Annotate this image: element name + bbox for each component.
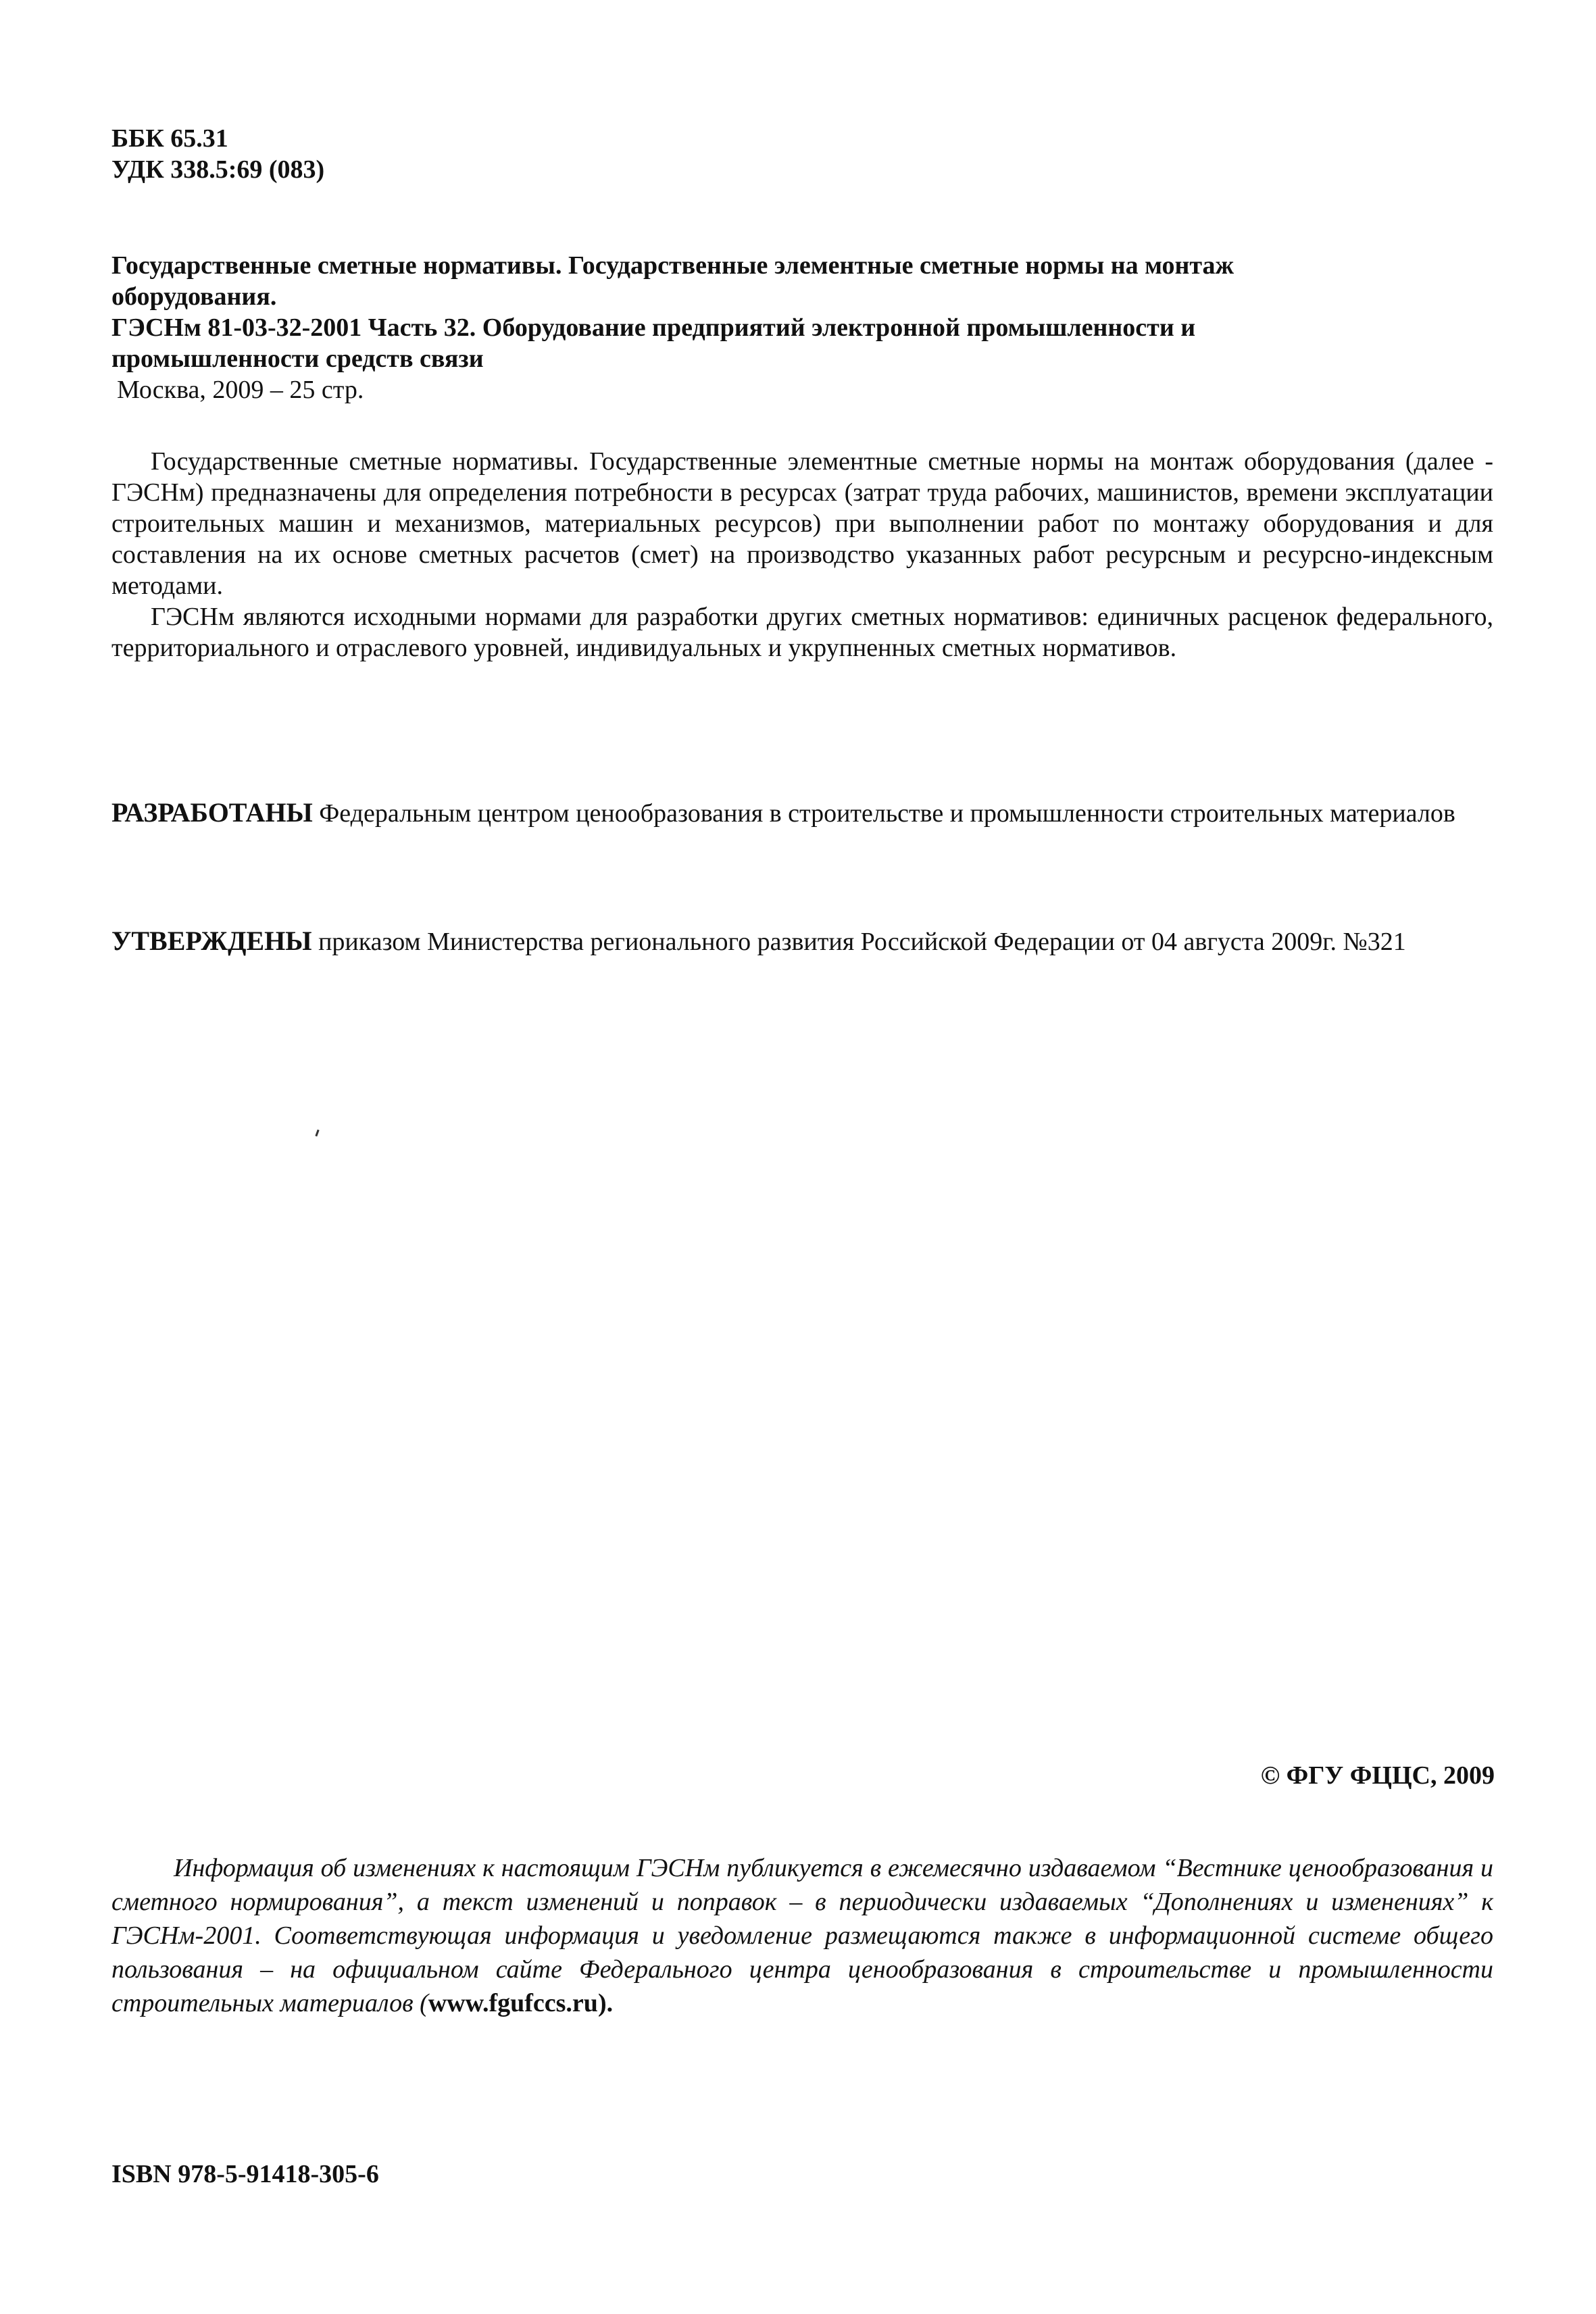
document-title	[111, 250, 1493, 405]
notice-text: Информация об изменениях к настоящим ГЭСНм публикуется в ежемесячно издаваемом “Вестнике ценообразования и сметного нормирования”, а текст изменений и поправок – в периодически издаваемых “Дополнениях и изменениях” к ГЭСНм-2001. Соответствующая информация и уведомление размещаются также в информационной системе общего пользования – на официальном сайте Федерального центра ценообразования в строительстве и промышленности строительных материалов (	[111, 1854, 1493, 2017]
classification-codes	[111, 123, 1493, 185]
approved-paragraph	[111, 926, 1493, 957]
notice-paragraph	[111, 1851, 1493, 2020]
copyright: © ФГУ ФЦЦС, 2009	[1260, 1761, 1495, 1790]
notice-tail: ).	[597, 1989, 614, 2017]
imprint: Москва, 2009 – 25 стр.	[117, 376, 364, 404]
abstract	[111, 446, 1493, 663]
developed-text: Федеральным центром ценообразования в строительстве и промышленности строительных материалов	[319, 799, 1455, 828]
developed-by	[111, 797, 1493, 829]
approved-text: приказом Министерства регионального развития Российской Федерации от 04 августа 2009г. №321	[318, 928, 1406, 956]
udk-code: УДК 338.5:69 (083)	[111, 155, 325, 184]
bbk-code: ББК 65.31	[111, 124, 228, 153]
title-line-2: оборудования.	[111, 282, 277, 311]
website-link[interactable]: www.fgufccs.ru	[428, 1989, 598, 2017]
developed-paragraph	[111, 797, 1493, 829]
approved-by	[111, 926, 1493, 957]
title-line-3: ГЭСНм 81-03-32-2001 Часть 32. Оборудование предприятий электронной промышленности и	[111, 313, 1196, 342]
scan-speck	[315, 1130, 319, 1136]
abstract-paragraph-1: Государственные сметные нормативы. Государственные элементные сметные нормы на монтаж оборудования (далее - ГЭСНм) предназначены для определения потребности в ресурсах (затрат труда рабочих, машинистов, времени эксплуатации строительных машин и механизмов, материальных ресурсов) при выполнении работ по монтажу оборудования и для составления на их основе сметных расчетов (смет) на производство указанных работ ресурсным и ресурсно-индексным методами.	[111, 447, 1493, 600]
developed-label: РАЗРАБОТАНЫ	[111, 797, 313, 828]
title-line-1: Государственные сметные нормативы. Государственные элементные сметные нормы на монтаж	[111, 251, 1235, 280]
title-line-4: промышленности средств связи	[111, 345, 484, 373]
approved-label: УТВЕРЖДЕНЫ	[111, 926, 312, 956]
isbn: ISBN 978-5-91418-305-6	[111, 2160, 379, 2188]
changes-notice	[111, 1851, 1493, 2020]
abstract-paragraph-2: ГЭСНм являются исходными нормами для разработки других сметных нормативов: единичных расценок федерального, территориального и отраслевого уровней, индивидуальных и укрупненных сметных нормативов.	[111, 603, 1493, 662]
